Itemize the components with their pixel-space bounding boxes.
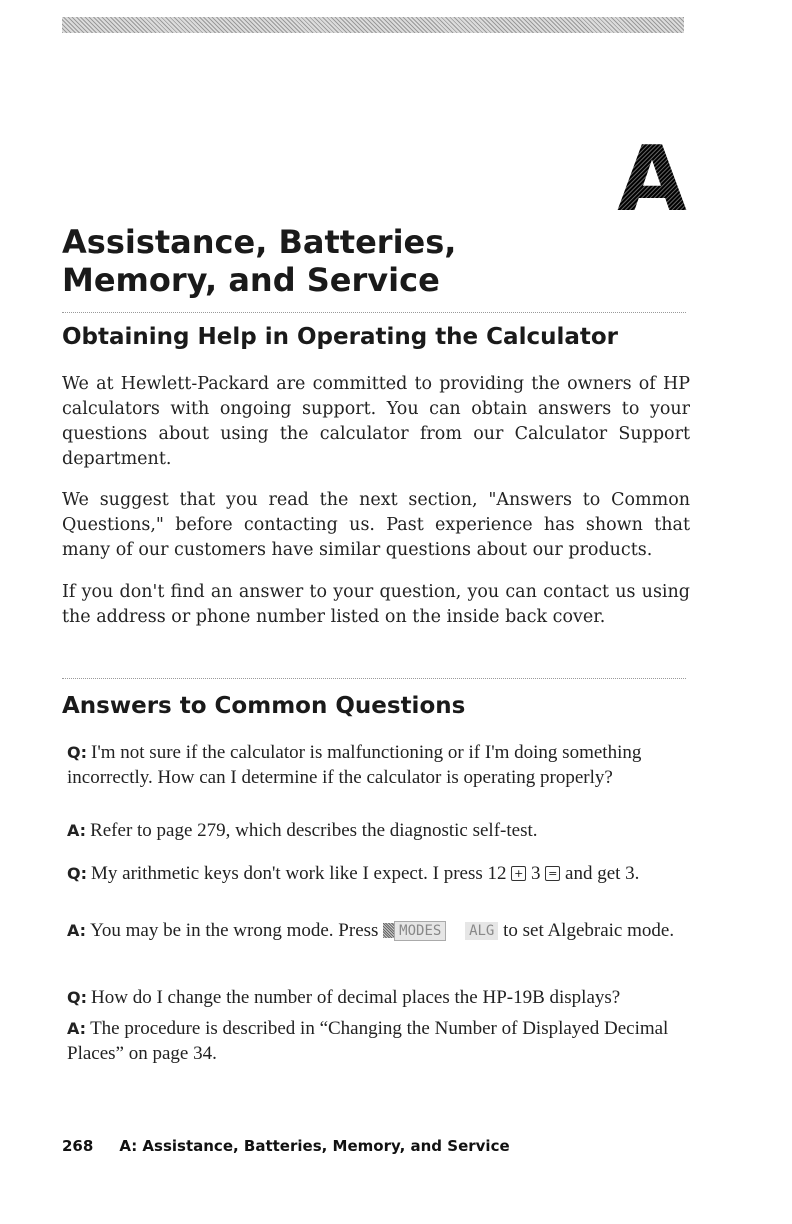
question-1: Q: I'm not sure if the calculator is malfunctioning or if I'm doing something incorrectly. How can I determine if the calculator is operating properly?: [67, 742, 642, 788]
paragraph: If you don't find an answer to your question, you can contact us using the address or phone number listed on the inside back cover.: [62, 582, 690, 627]
plus-key: +: [511, 866, 526, 881]
a-label: A:: [67, 921, 87, 940]
answer-1: A: Refer to page 279, which describes the diagnostic self-test.: [67, 820, 538, 841]
q-label: Q:: [67, 988, 87, 1007]
section-heading-answers: Answers to Common Questions: [62, 693, 466, 719]
answer-2: A: You may be in the wrong mode. Press MODES ALG to set Algebraic mode.: [67, 920, 675, 941]
q-label: Q:: [67, 743, 87, 762]
question-2: Q: My arithmetic keys don't work like I expect. I press 12 + 3 = and get 3.: [67, 863, 640, 884]
shift-key-icon: [383, 923, 394, 938]
divider: [62, 312, 686, 313]
section-heading-help: Obtaining Help in Operating the Calculator: [62, 324, 618, 350]
question-3: Q: How do I change the number of decimal places the HP-19B displays?: [67, 987, 621, 1008]
paragraph: We suggest that you read the next section, "Answers to Common Questions," before contacting us. Past experience has shown that many of our customers have similar questions about our products.: [62, 490, 690, 560]
alg-softkey: ALG: [465, 922, 498, 940]
answer-3: A: The procedure is described in “Changing the Number of Displayed Decimal Places” on page 34.: [67, 1018, 669, 1064]
modes-softkey: MODES: [394, 921, 446, 941]
svg-text:A: A: [617, 140, 687, 214]
a-label: A:: [67, 1019, 87, 1038]
paragraph: We at Hewlett-Packard are committed to providing the owners of HP calculators with ongoing support. You can obtain answers to your questions about using the calculator from our Calculator Support department.: [62, 374, 690, 469]
a-label: A:: [67, 821, 87, 840]
equals-key: =: [545, 866, 560, 881]
header-bar: [62, 17, 684, 33]
divider: [62, 678, 686, 679]
chapter-title: Assistance, Batteries, Memory, and Service: [62, 223, 457, 299]
chapter-letter: [614, 140, 690, 214]
q-label: Q:: [67, 864, 87, 883]
running-title: A: Assistance, Batteries, Memory, and Service: [119, 1137, 510, 1155]
page-footer: [62, 1136, 510, 1156]
page-number: 268: [62, 1137, 94, 1155]
